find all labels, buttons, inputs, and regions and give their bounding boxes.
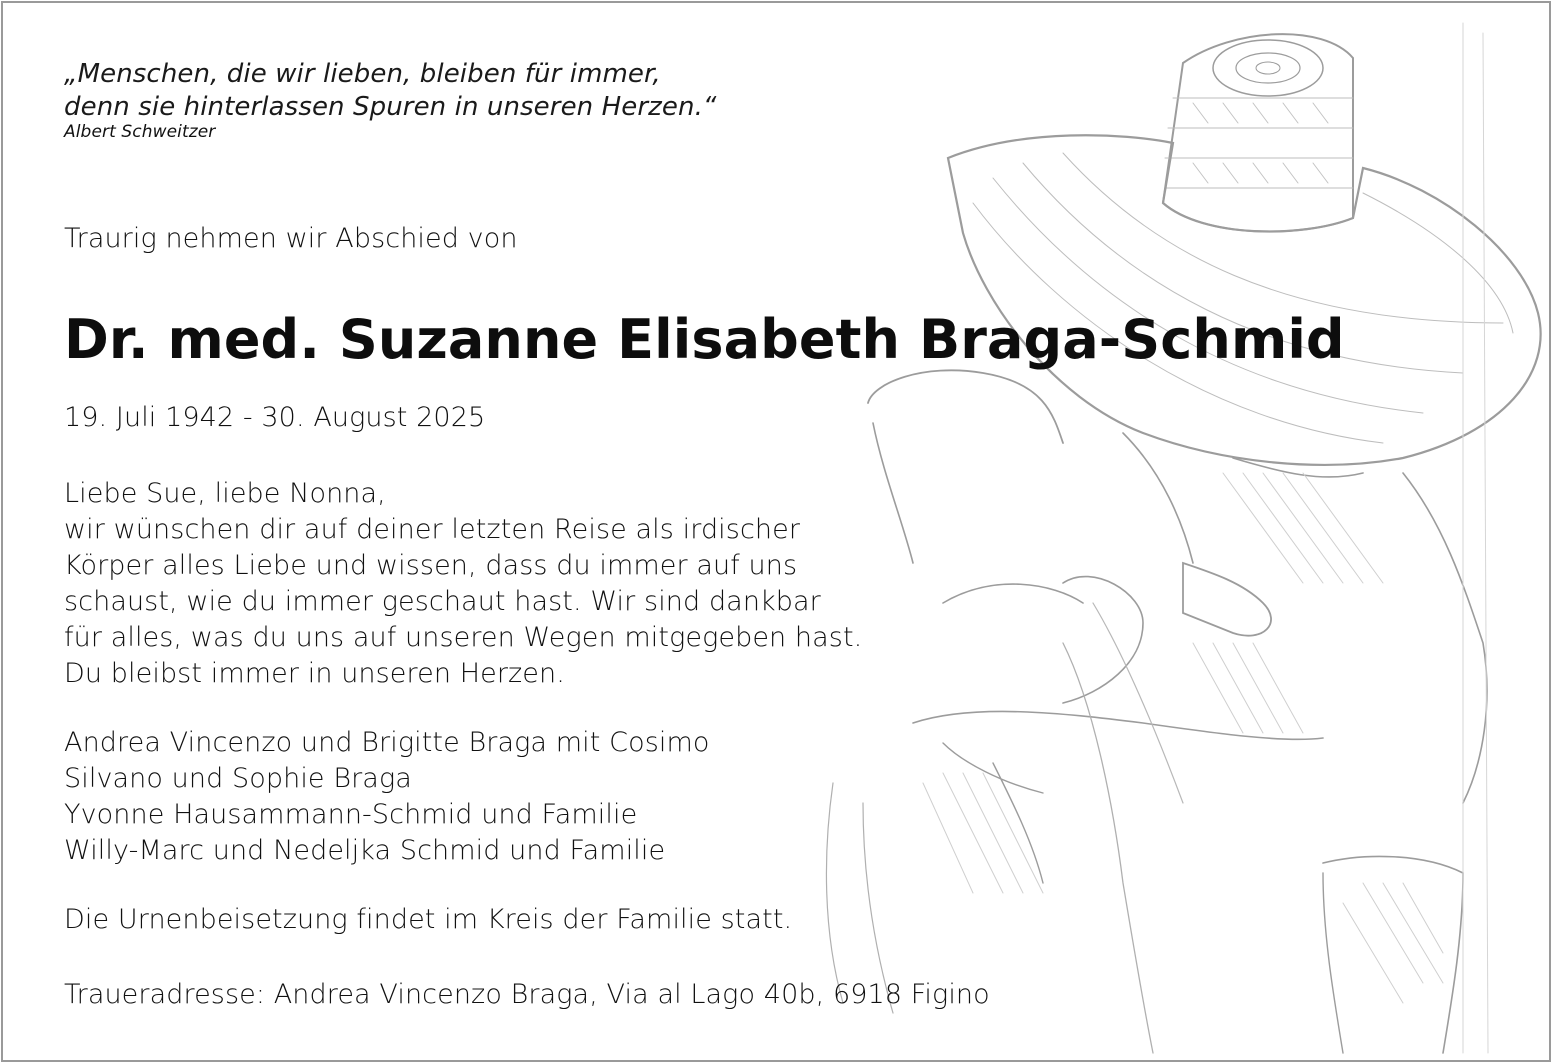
message-line: Du bleibst immer in unseren Herzen. [64, 658, 565, 689]
shading-lines [923, 23, 1488, 1053]
message-line: schaust, wie du immer geschaut hast. Wir sind dankbar [64, 586, 821, 617]
message-line: wir wünschen dir auf deiner letzten Reise als irdischer [64, 514, 801, 545]
family-list [64, 725, 710, 869]
mourning-address: Traueradresse: Andrea Vincenzo Braga, Via al Lago 40b, 6918 Figino [64, 979, 990, 1010]
message-line: Liebe Sue, liebe Nonna, [64, 478, 386, 509]
quote-line-1: „Menschen, die wir lieben, bleiben für immer, [64, 59, 661, 89]
family-member: Yvonne Hausammann-Schmid und Familie [64, 799, 638, 830]
family-member: Willy-Marc und Nedeljka Schmid und Familie [64, 835, 666, 866]
message-line: Körper alles Liebe und wissen, dass du immer auf uns [64, 550, 798, 581]
quote-author: Albert Schweitzer [64, 122, 216, 142]
family-member: Silvano und Sophie Braga [64, 763, 412, 794]
life-dates: 19. Juli 1942 - 30. August 2025 [64, 402, 486, 433]
obituary-text [64, 58, 1345, 1010]
intro-text: Traurig nehmen wir Abschied von [64, 223, 518, 254]
hat-brim [948, 135, 1541, 465]
deceased-name: Dr. med. Suzanne Elisabeth Braga-Schmid [64, 308, 1345, 371]
quote [64, 58, 1064, 124]
figure-body [826, 370, 1486, 1053]
obituary-frame [1, 1, 1551, 1062]
hat-crown [1163, 34, 1353, 231]
pencil-sketch-illustration [763, 3, 1551, 1062]
family-member: Andrea Vincenzo und Brigitte Braga mit Cosimo [64, 727, 710, 758]
farewell-message [64, 476, 862, 692]
burial-notice: Die Urnenbeisetzung findet im Kreis der Familie statt. [64, 904, 793, 935]
message-line: für alles, was du uns auf unseren Wegen mitgegeben hast. [64, 622, 863, 653]
quote-line-2: denn sie hinterlassen Spuren in unseren Herzen.“ [64, 92, 717, 122]
